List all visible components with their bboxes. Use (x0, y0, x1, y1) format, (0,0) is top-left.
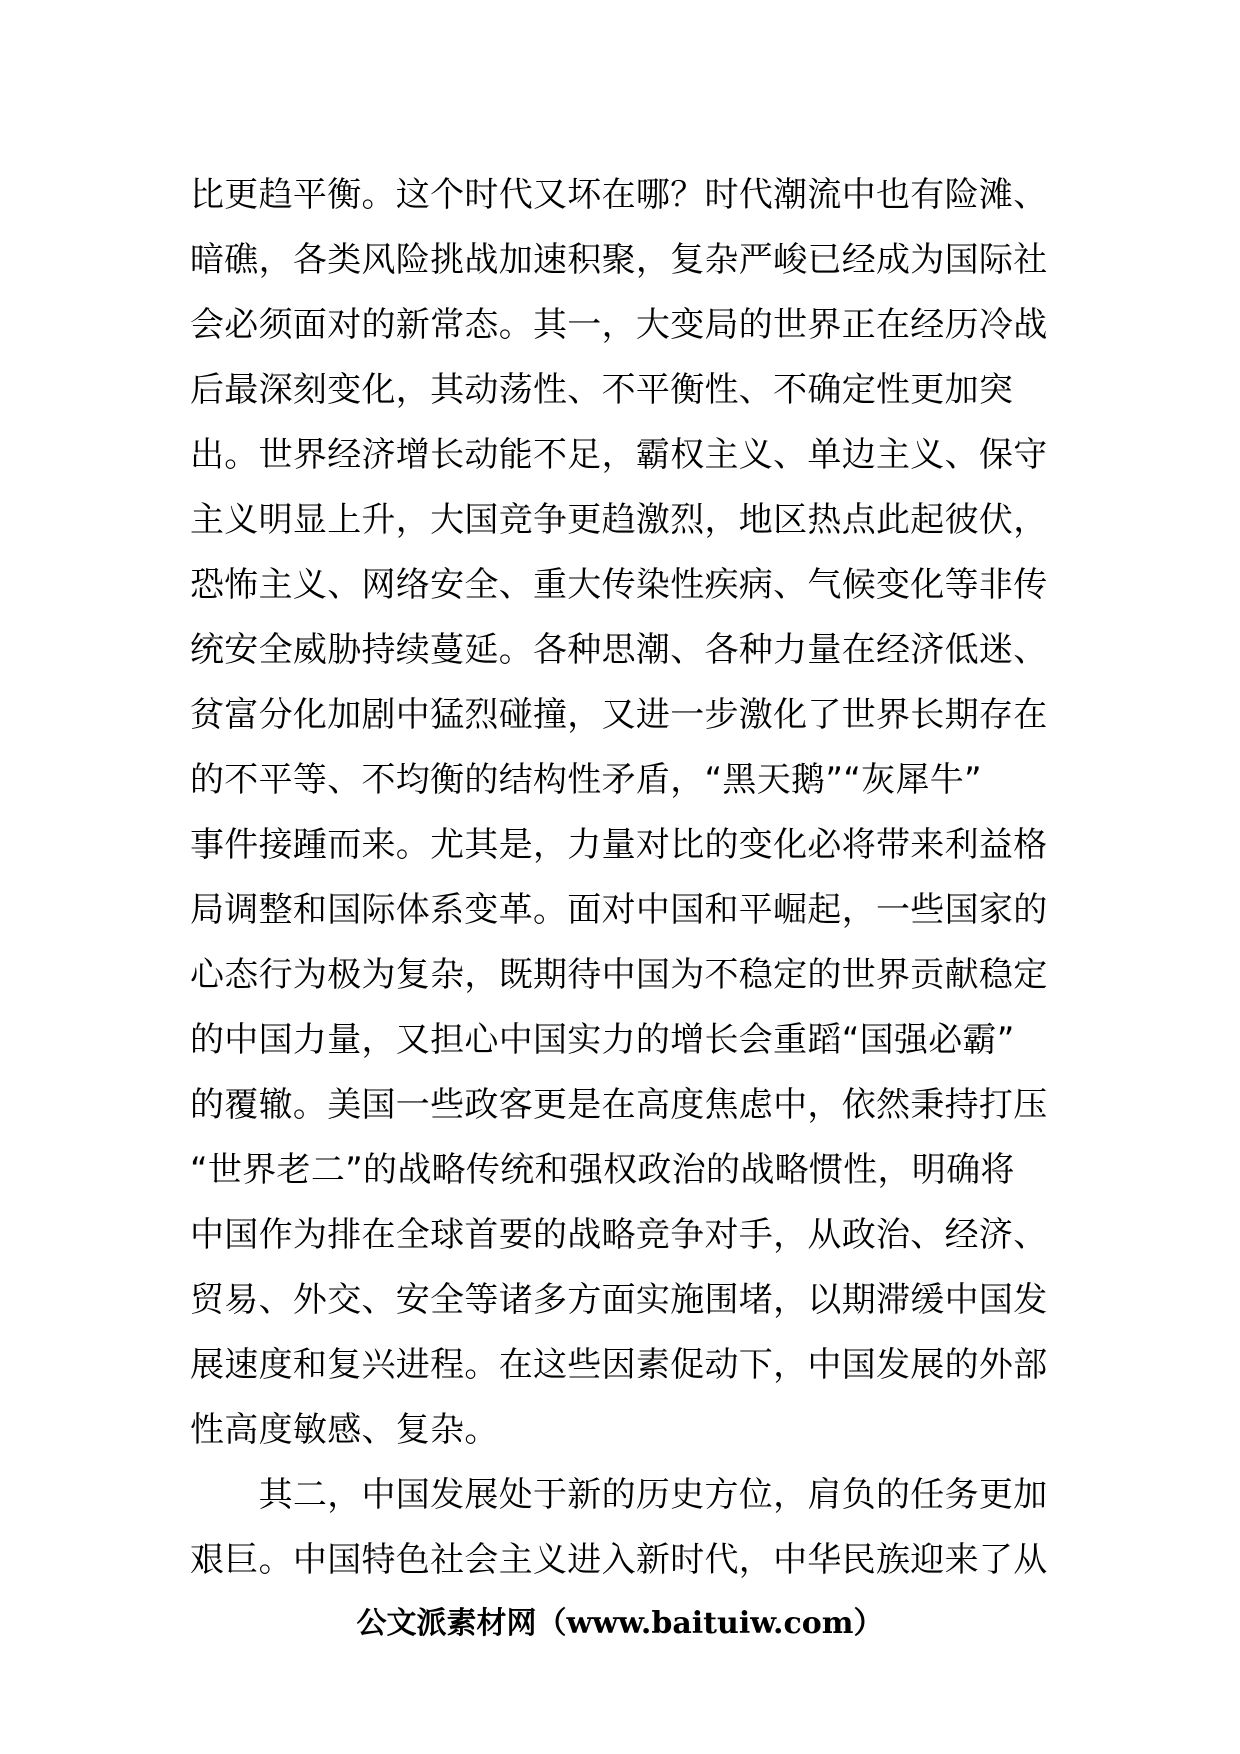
text-line: 后最深刻变化，其动荡性、不平衡性、不确定性更加突 (190, 370, 1014, 410)
text-line: 展速度和复兴进程。在这些因素促动下，中国发展的外部 (190, 1345, 1048, 1385)
body-text (190, 163, 1070, 1593)
text-line: 出。世界经济增长动能不足，霸权主义、单边主义、保守 (190, 435, 1048, 475)
text-line: 统安全威胁持续蔓延。各种思潮、各种力量在经济低迷、 (190, 630, 1048, 670)
text-line: 比更趋平衡。这个时代又坏在哪？时代潮流中也有险滩、 (190, 175, 1048, 215)
text-line: 心态行为极为复杂，既期待中国为不稳定的世界贡献稳定 (190, 955, 1048, 995)
text-line: 事件接踵而来。尤其是，力量对比的变化必将带来利益格 (190, 825, 1048, 865)
text-line: 暗礁，各类风险挑战加速积聚，复杂严峻已经成为国际社 (190, 240, 1048, 280)
text-line: 主义明显上升，大国竞争更趋激烈，地区热点此起彼伏， (190, 500, 1048, 540)
text-line: 贫富分化加剧中猛烈碰撞，又进一步激化了世界长期存在 (190, 695, 1048, 735)
text-line: 中国作为排在全球首要的战略竞争对手，从政治、经济、 (190, 1215, 1048, 1255)
text-line: 性高度敏感、复杂。 (190, 1410, 499, 1450)
text-line: 的覆辙。美国一些政客更是在高度焦虑中，依然秉持打压 (190, 1085, 1048, 1125)
text-line: 的中国力量，又担心中国实力的增长会重蹈“国强必霸” (190, 1020, 1015, 1060)
text-line: 艰巨。中国特色社会主义进入新时代，中华民族迎来了从 (190, 1540, 1048, 1580)
text-line: 会必须面对的新常态。其一，大变局的世界正在经历冷战 (190, 305, 1048, 345)
text-line: 的不平等、不均衡的结构性矛盾，“黑天鹅”“灰犀牛” (190, 760, 982, 800)
text-line: 其二，中国发展处于新的历史方位，肩负的任务更加 (190, 1475, 1048, 1515)
text-line: 贸易、外交、安全等诸多方面实施围堵，以期滞缓中国发 (190, 1280, 1048, 1320)
page-footer: 公文派素材网（www.baituiw.com） (356, 1606, 884, 1641)
text-line: “世界老二”的战略传统和强权政治的战略惯性，明确将 (190, 1150, 1015, 1190)
text-line: 恐怖主义、网络安全、重大传染性疾病、气候变化等非传 (190, 565, 1048, 605)
text-line: 局调整和国际体系变革。面对中国和平崛起，一些国家的 (190, 890, 1048, 930)
